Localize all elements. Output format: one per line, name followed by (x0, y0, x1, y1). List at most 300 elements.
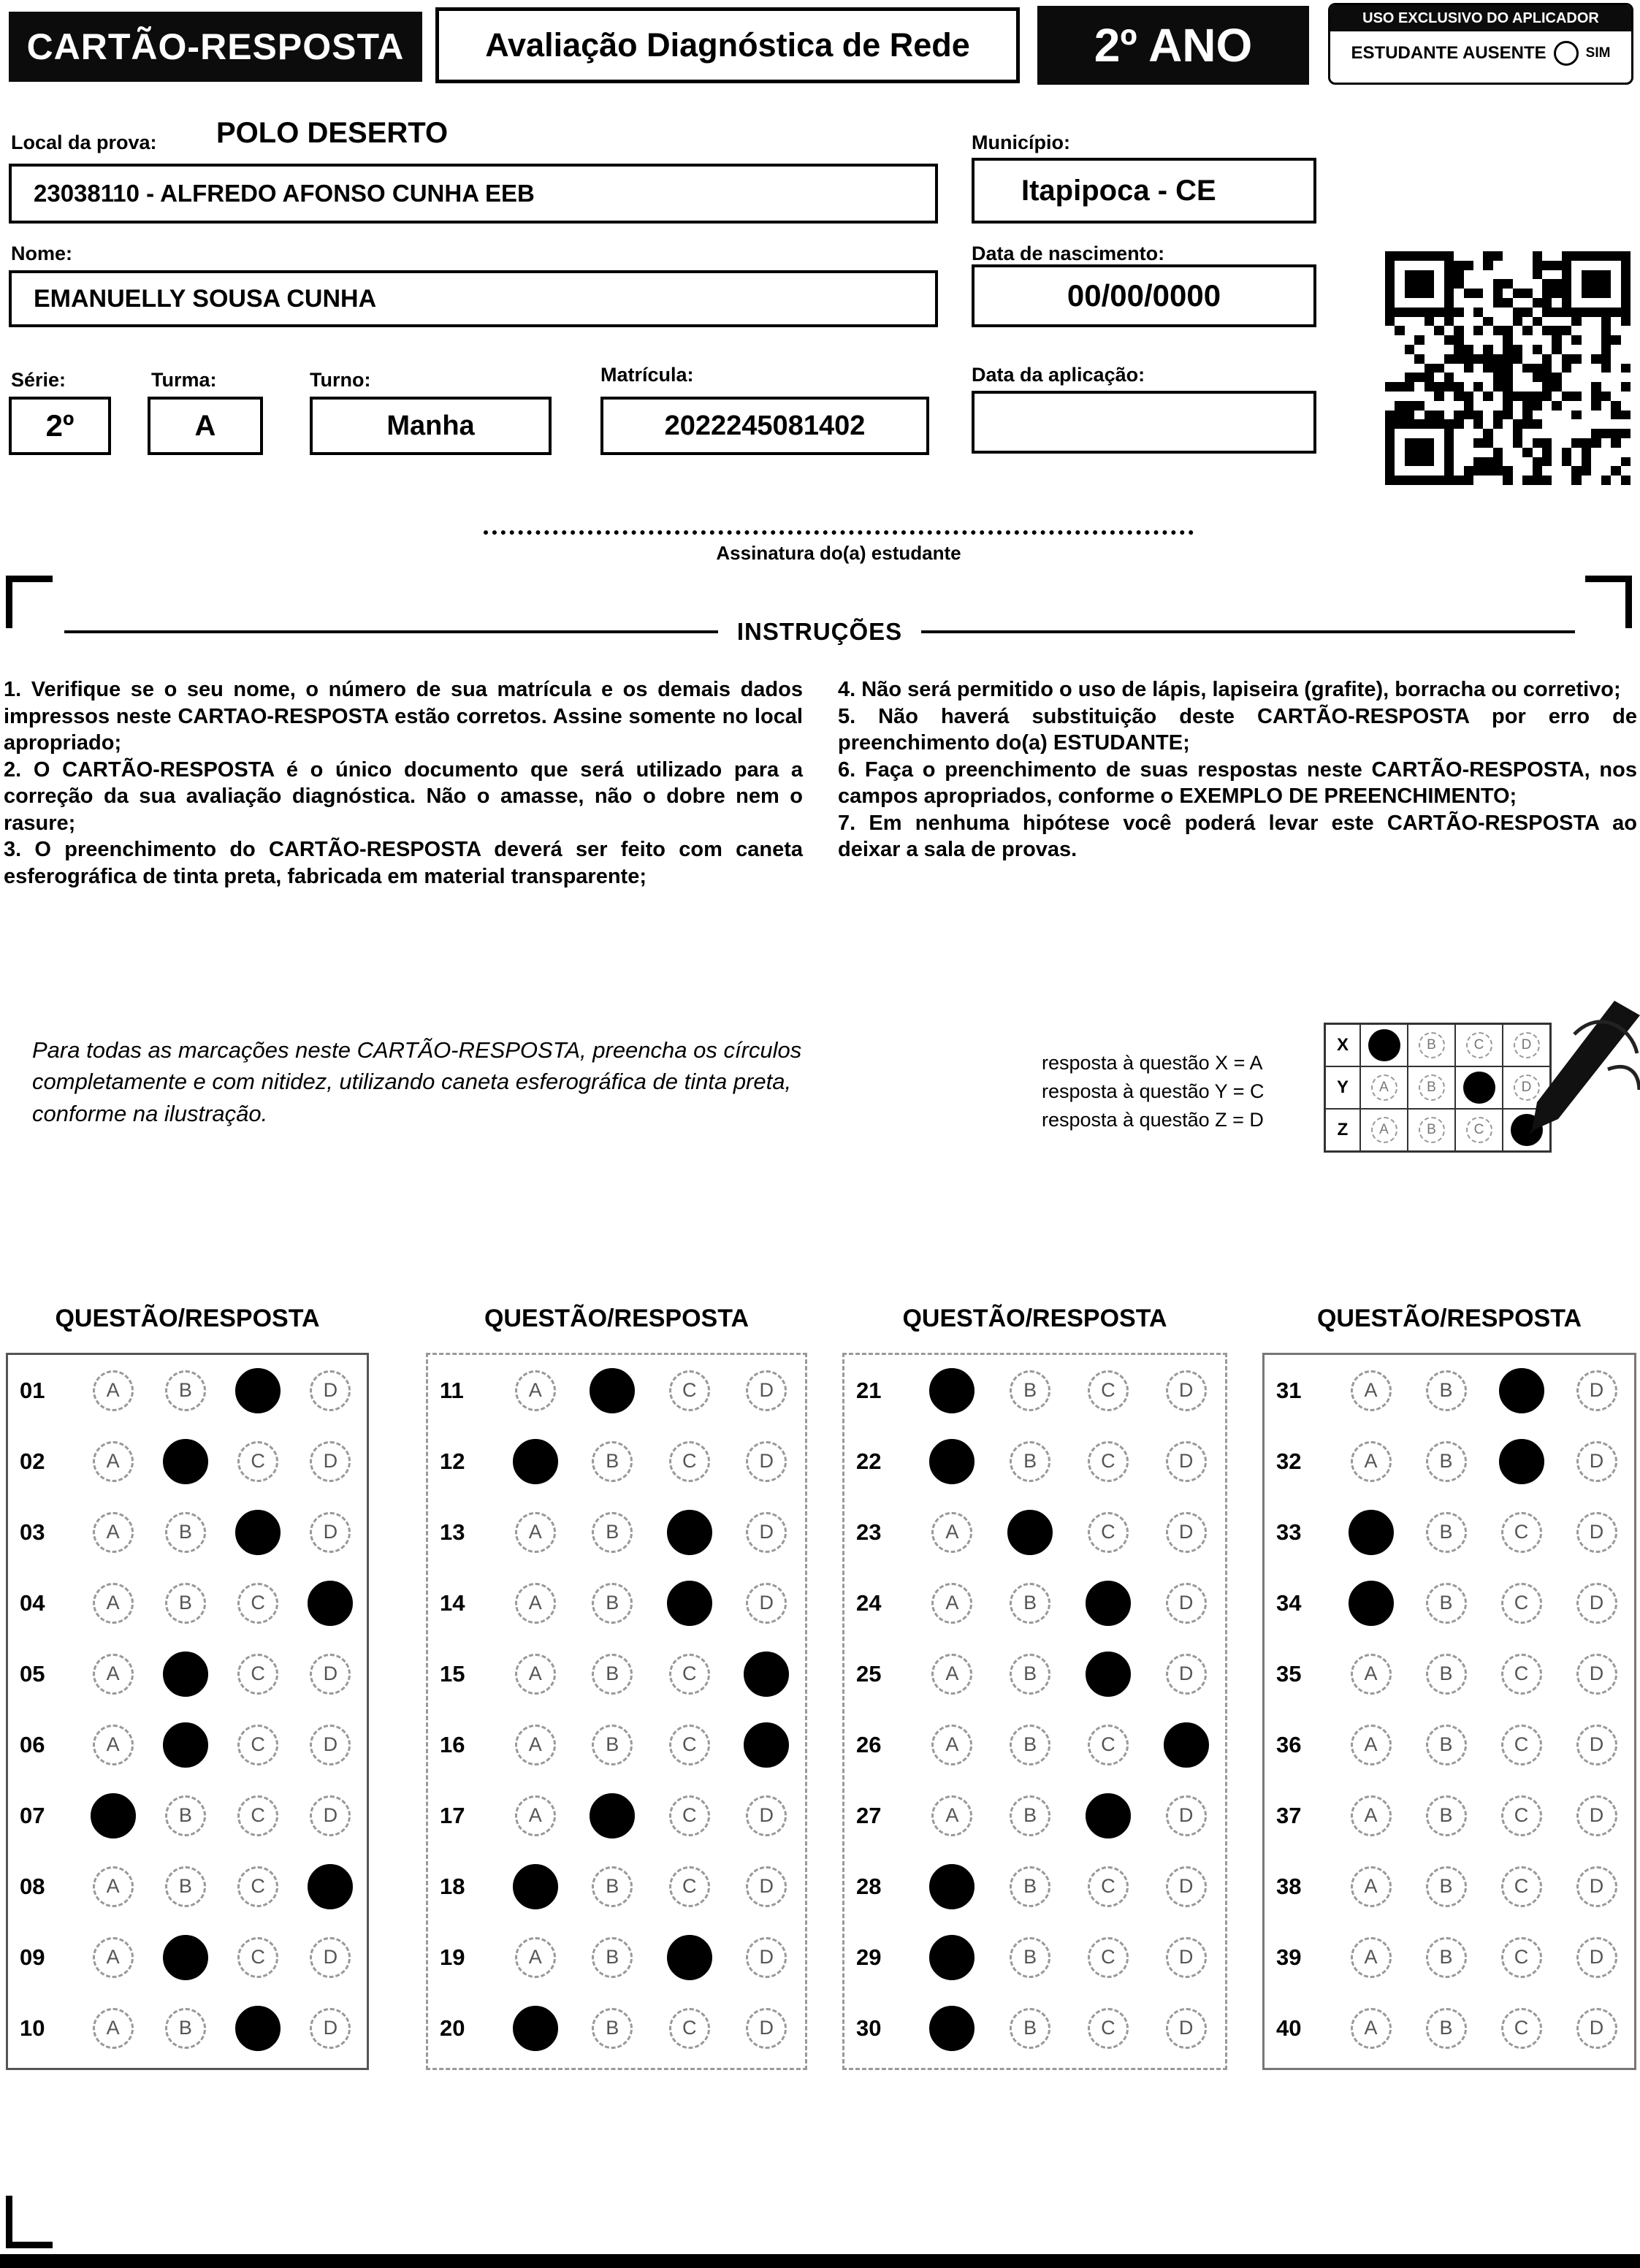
answer-bubble-c[interactable]: C (1501, 1583, 1542, 1624)
bubble-slot (222, 1583, 294, 1624)
bubble-slot (1069, 1370, 1148, 1411)
bubble-slot (149, 1866, 221, 1907)
answer-bubble-c[interactable] (1086, 1581, 1131, 1626)
answer-bubble-d[interactable]: D (1166, 1512, 1207, 1553)
answer-bubble-d[interactable]: D (746, 2008, 787, 2049)
answer-bubble-d[interactable]: D (1576, 1795, 1617, 1836)
example-row-label: Z (1326, 1110, 1359, 1150)
question-row (428, 1851, 805, 1922)
bubble-slot (77, 1512, 149, 1553)
question-number: 24 (856, 1589, 882, 1616)
answer-bubble-c[interactable] (667, 1581, 712, 1626)
example-cell (1408, 1110, 1454, 1150)
answer-bubble-a[interactable] (91, 1793, 136, 1839)
answer-bubble-a[interactable] (929, 2006, 975, 2051)
answer-bubble-c[interactable]: C (1088, 2008, 1129, 2049)
answer-bubble-c[interactable]: C (237, 1866, 278, 1907)
bubble-slot (149, 1935, 221, 1980)
bubble-slot (222, 1725, 294, 1765)
answer-bubble-c[interactable]: C (1088, 1512, 1129, 1553)
question-number: 08 (20, 1873, 45, 1899)
question-row (428, 1355, 805, 1426)
question-number: 39 (1276, 1944, 1302, 1970)
bubble-slot (1408, 1512, 1484, 1553)
answer-bubble-b[interactable] (163, 1652, 208, 1697)
answer-bubble-a[interactable]: A (1351, 1866, 1392, 1907)
answer-bubble-b[interactable]: B (1426, 1583, 1467, 1624)
bubble-slot (1484, 1368, 1559, 1413)
answer-bubble-c[interactable] (1086, 1652, 1131, 1697)
answer-bubble-a[interactable]: A (931, 1654, 972, 1695)
answer-bubble-d[interactable]: D (1576, 1654, 1617, 1695)
answer-bubble-a[interactable]: A (93, 1583, 134, 1624)
answer-bubble-a[interactable]: A (515, 1795, 556, 1836)
bubble-slot (1333, 1866, 1408, 1907)
absent-mark-circle[interactable] (1554, 41, 1579, 66)
bubble-slot (77, 1937, 149, 1978)
bubble-slot (1559, 1441, 1634, 1482)
answer-bubble-b[interactable]: B (592, 1654, 633, 1695)
answer-bubble-a[interactable]: A (93, 1370, 134, 1411)
bubble-slot (497, 1370, 574, 1411)
bubble-slot (222, 1368, 294, 1413)
example-bubble-a (1368, 1029, 1400, 1061)
question-number: 33 (1276, 1519, 1302, 1545)
question-row (1265, 1780, 1634, 1851)
answer-bubble-d[interactable]: D (1166, 1795, 1207, 1836)
answer-bubble-c[interactable]: C (237, 1583, 278, 1624)
answer-bubble-a[interactable]: A (93, 1937, 134, 1978)
answer-bubble-b[interactable]: B (1010, 2008, 1050, 2049)
answer-bubble-d[interactable]: D (746, 1866, 787, 1907)
answer-bubble-b[interactable]: B (592, 2008, 633, 2049)
answer-bubble-b[interactable]: B (1010, 1583, 1050, 1624)
answer-bubble-c[interactable]: C (1501, 1866, 1542, 1907)
bubble-slot (991, 1583, 1069, 1624)
answer-bubble-d[interactable]: D (1166, 1370, 1207, 1411)
example-legend-line: resposta à questão X = A (1042, 1052, 1263, 1074)
answer-bubble-a[interactable]: A (931, 1725, 972, 1765)
answer-bubble-a[interactable] (1349, 1581, 1394, 1626)
bubble-slot (651, 1510, 728, 1555)
question-row (8, 1568, 367, 1638)
bubble-slot (77, 1583, 149, 1624)
bubble-slot (913, 1864, 991, 1909)
bubble-slot (1559, 1512, 1634, 1553)
answer-bubble-c[interactable]: C (1088, 1725, 1129, 1765)
corner-bracket-bottom-left (6, 2196, 53, 2248)
answer-bubble-d[interactable]: D (746, 1512, 787, 1553)
answer-bubble-a[interactable]: A (1351, 1795, 1392, 1836)
answer-bubble-b[interactable]: B (592, 1512, 633, 1553)
question-number: 34 (1276, 1589, 1302, 1616)
bubble-slot (913, 1368, 991, 1413)
answer-bubble-c[interactable]: C (669, 1795, 710, 1836)
bubble-slot (294, 1654, 367, 1695)
question-number: 07 (20, 1802, 45, 1828)
answer-bubble-d[interactable]: D (310, 1937, 351, 1978)
answer-bubble-b[interactable]: B (592, 1937, 633, 1978)
answer-bubble-c[interactable]: C (1088, 1441, 1129, 1482)
answer-bubble-c[interactable] (235, 1510, 281, 1555)
bubble-slot (651, 2008, 728, 2049)
bubble-slot (1559, 1654, 1634, 1695)
example-bubble-d: D (1514, 1032, 1540, 1058)
answer-bubble-a[interactable] (929, 1864, 975, 1909)
answer-bubble-c[interactable]: C (237, 1441, 278, 1482)
answer-bubble-a[interactable]: A (1351, 2008, 1392, 2049)
question-row (8, 1780, 367, 1851)
question-number: 14 (440, 1589, 465, 1616)
bubble-slot (149, 1652, 221, 1697)
answer-bubble-c[interactable]: C (1088, 1866, 1129, 1907)
question-number: 03 (20, 1519, 45, 1545)
answer-bubble-b[interactable]: B (1426, 1795, 1467, 1836)
bubble-slot (1484, 1725, 1559, 1765)
answer-bubble-b[interactable]: B (1010, 1795, 1050, 1836)
answer-bubble-a[interactable]: A (515, 1725, 556, 1765)
answer-bubble-b[interactable]: B (1426, 1370, 1467, 1411)
answer-bubble-a[interactable]: A (515, 1512, 556, 1553)
question-number: 35 (1276, 1660, 1302, 1687)
answer-bubble-c[interactable] (1499, 1368, 1544, 1413)
question-number: 30 (856, 2015, 882, 2041)
bubble-slot (991, 1725, 1069, 1765)
bubble-slot (991, 1795, 1069, 1836)
bubble-slot (497, 1439, 574, 1484)
bubble-slot (728, 1795, 806, 1836)
answer-bubble-d[interactable]: D (310, 1512, 351, 1553)
bubble-slot (1069, 2008, 1148, 2049)
question-number: 10 (20, 2015, 45, 2041)
bubble-slot (222, 1866, 294, 1907)
answer-bubble-c[interactable]: C (237, 1725, 278, 1765)
answer-bubble-b[interactable] (163, 1722, 208, 1768)
instruction-item: 5. Não haverá substituição deste CARTÃO-RESPOSTA por erro de preenchimento do(a) ESTUDANTE; (838, 704, 1637, 755)
question-row (428, 1780, 805, 1851)
answer-bubble-a[interactable]: A (93, 1441, 134, 1482)
answer-bubble-a[interactable] (513, 1864, 558, 1909)
bubble-slot (913, 1795, 991, 1836)
name-label: Nome: (11, 243, 73, 264)
answer-bubble-d[interactable]: D (1166, 1441, 1207, 1482)
answer-bubble-b[interactable]: B (592, 1441, 633, 1482)
answer-bubble-c[interactable]: C (1501, 2008, 1542, 2049)
bubble-slot (1147, 1370, 1225, 1411)
bubble-slot (1559, 1583, 1634, 1624)
answer-bubble-b[interactable]: B (1426, 2008, 1467, 2049)
answer-bubble-a[interactable] (1349, 1510, 1394, 1555)
answer-bubble-b[interactable]: B (1426, 1654, 1467, 1695)
application-date-field (972, 391, 1316, 454)
bubble-slot (1408, 1937, 1484, 1978)
answer-bubble-a[interactable]: A (931, 1583, 972, 1624)
question-row (8, 1993, 367, 2063)
turno-label: Turno: (310, 369, 371, 391)
answer-bubble-d[interactable]: D (746, 1937, 787, 1978)
question-row (844, 1851, 1225, 1922)
bubble-slot (1408, 1725, 1484, 1765)
answer-bubble-d[interactable] (744, 1722, 789, 1768)
answer-bubble-a[interactable]: A (1351, 1937, 1392, 1978)
bubble-slot (651, 1581, 728, 1626)
answer-bubble-d[interactable] (308, 1581, 353, 1626)
answer-bubble-c[interactable] (235, 1368, 281, 1413)
answer-bubble-c[interactable]: C (237, 1937, 278, 1978)
answer-bubble-d[interactable]: D (1576, 1725, 1617, 1765)
answer-bubble-d[interactable]: D (746, 1370, 787, 1411)
example-bubble-d: D (1514, 1074, 1540, 1101)
bubble-slot (1069, 1866, 1148, 1907)
answer-bubble-b[interactable]: B (1010, 1654, 1050, 1695)
bubble-slot (651, 1370, 728, 1411)
answer-bubble-d[interactable]: D (1166, 1654, 1207, 1695)
question-number: 27 (856, 1802, 882, 1828)
question-number: 13 (440, 1519, 465, 1545)
answer-bubble-c[interactable]: C (669, 1725, 710, 1765)
answer-bubble-b[interactable]: B (1426, 1866, 1467, 1907)
bubble-slot (149, 1722, 221, 1768)
bubble-slot (574, 1654, 652, 1695)
question-number: 28 (856, 1873, 882, 1899)
bubble-slot (574, 1937, 652, 1978)
answer-bubble-d[interactable]: D (746, 1795, 787, 1836)
answer-bubble-a[interactable]: A (93, 1725, 134, 1765)
bubble-slot (1484, 1512, 1559, 1553)
answer-bubble-b[interactable]: B (165, 2008, 206, 2049)
bubble-slot (913, 1654, 991, 1695)
answer-bubble-b[interactable] (163, 1935, 208, 1980)
answer-bubble-d[interactable] (744, 1652, 789, 1697)
answer-bubble-c[interactable]: C (237, 1795, 278, 1836)
answers-header-1: QUESTÃO/RESPOSTA (55, 1305, 320, 1332)
answer-bubble-b[interactable]: B (1426, 1937, 1467, 1978)
bubble-slot (1147, 1512, 1225, 1553)
bubble-slot (222, 1510, 294, 1555)
answer-bubble-b[interactable]: B (165, 1866, 206, 1907)
answer-bubble-d[interactable]: D (746, 1441, 787, 1482)
bubble-slot (1147, 1583, 1225, 1624)
answer-bubble-c[interactable]: C (669, 1866, 710, 1907)
question-row (1265, 1355, 1634, 1426)
answer-bubble-a[interactable]: A (931, 1795, 972, 1836)
answer-bubble-a[interactable] (929, 1368, 975, 1413)
answer-bubble-b[interactable]: B (165, 1512, 206, 1553)
answer-bubble-c[interactable]: C (669, 2008, 710, 2049)
grade-badge: 2º ANO (1037, 6, 1309, 85)
answer-bubble-b[interactable]: B (1010, 1725, 1050, 1765)
bubble-slot (1333, 2008, 1408, 2049)
answer-bubble-a[interactable]: A (1351, 1441, 1392, 1482)
bubble-slot (1333, 1510, 1408, 1555)
answer-bubble-a[interactable]: A (1351, 1370, 1392, 1411)
answer-bubble-c[interactable]: C (669, 1441, 710, 1482)
applicator-box-title: USO EXCLUSIVO DO APLICADOR (1330, 5, 1631, 31)
question-number: 18 (440, 1873, 465, 1899)
question-row (428, 1993, 805, 2063)
example-cell (1408, 1067, 1454, 1108)
local-label: Local da prova: (11, 131, 157, 153)
answer-bubble-a[interactable] (513, 1439, 558, 1484)
instructions-header (64, 618, 1575, 646)
answer-bubble-d[interactable]: D (1166, 1583, 1207, 1624)
bubble-slot (1484, 1937, 1559, 1978)
bubble-slot (991, 2008, 1069, 2049)
bubble-slot (728, 1583, 806, 1624)
card-title: CARTÃO-RESPOSTA (9, 12, 422, 82)
answer-bubble-b[interactable]: B (1426, 1725, 1467, 1765)
bubble-slot (991, 1441, 1069, 1482)
answer-bubble-a[interactable]: A (515, 1583, 556, 1624)
answer-bubble-b[interactable]: B (592, 1583, 633, 1624)
bubble-slot (991, 1937, 1069, 1978)
bubble-slot (497, 1937, 574, 1978)
answer-bubble-b[interactable]: B (592, 1866, 633, 1907)
answer-bubble-b[interactable]: B (1426, 1512, 1467, 1553)
bubble-slot (651, 1725, 728, 1765)
bubble-slot (1484, 1654, 1559, 1695)
answer-bubble-d[interactable] (308, 1864, 353, 1909)
question-number: 23 (856, 1519, 882, 1545)
bubble-slot (1559, 2008, 1634, 2049)
question-row (8, 1638, 367, 1709)
question-row (844, 1780, 1225, 1851)
bubble-slot (1147, 1866, 1225, 1907)
answer-bubble-d[interactable] (1164, 1722, 1209, 1768)
answer-bubble-d[interactable]: D (1576, 1370, 1617, 1411)
instruction-item: 6. Faça o preenchimento de suas respostas neste CARTÃO-RESPOSTA, nos campos apropriados, conforme o EXEMPLO DE PREENCHIMENTO; (838, 757, 1637, 809)
answer-bubble-c[interactable]: C (1501, 1512, 1542, 1553)
bubble-slot (1333, 1654, 1408, 1695)
answer-bubble-d[interactable]: D (1576, 1937, 1617, 1978)
answer-bubble-a[interactable] (513, 2006, 558, 2051)
bubble-slot (1408, 1370, 1484, 1411)
answer-bubble-c[interactable] (667, 1510, 712, 1555)
answer-bubble-c[interactable]: C (669, 1370, 710, 1411)
answer-bubble-b[interactable]: B (165, 1583, 206, 1624)
answer-bubble-d[interactable]: D (746, 1583, 787, 1624)
bubble-slot (294, 2008, 367, 2049)
bubble-slot (728, 1937, 806, 1978)
answer-bubble-b[interactable]: B (1010, 1866, 1050, 1907)
answer-bubble-d[interactable]: D (1166, 2008, 1207, 2049)
question-row (428, 1426, 805, 1497)
instruction-item: 2. O CARTÃO-RESPOSTA é o único documento que será utilizado para a correção da sua avaliação diagnóstica. Não o amasse, não o dobre nem o rasure; (4, 757, 803, 835)
question-number: 02 (20, 1448, 45, 1474)
answer-bubble-d[interactable]: D (310, 1795, 351, 1836)
answer-bubble-a[interactable]: A (515, 1654, 556, 1695)
turma-field: A (148, 397, 263, 455)
bubble-slot (294, 1937, 367, 1978)
answer-bubble-d[interactable]: D (310, 1370, 351, 1411)
answer-bubble-b[interactable]: B (1426, 1441, 1467, 1482)
serie-label: Série: (11, 369, 66, 391)
bubble-slot (1069, 1512, 1148, 1553)
answer-bubble-d[interactable]: D (1576, 2008, 1617, 2049)
answer-bubble-a[interactable]: A (931, 1512, 972, 1553)
answer-bubble-c[interactable] (235, 2006, 281, 2051)
answer-bubble-c[interactable]: C (1501, 1937, 1542, 1978)
answer-bubble-c[interactable] (1499, 1439, 1544, 1484)
bubble-slot (222, 1937, 294, 1978)
example-cell (1361, 1067, 1407, 1108)
bubble-slot (574, 1866, 652, 1907)
answer-bubble-b[interactable]: B (592, 1725, 633, 1765)
answer-bubble-b[interactable]: B (1010, 1370, 1050, 1411)
bubble-slot (651, 1866, 728, 1907)
answer-bubble-a[interactable] (929, 1439, 975, 1484)
answer-bubble-b[interactable]: B (1010, 1937, 1050, 1978)
answer-bubble-d[interactable]: D (310, 1654, 351, 1695)
bubble-slot (1147, 1654, 1225, 1695)
birthdate-field: 00/00/0000 (972, 264, 1316, 327)
question-row (844, 1638, 1225, 1709)
answer-grid-1 (6, 1353, 369, 2070)
answer-bubble-c[interactable]: C (1088, 1370, 1129, 1411)
answer-bubble-a[interactable]: A (1351, 1725, 1392, 1765)
question-number: 09 (20, 1944, 45, 1970)
answer-bubble-b[interactable] (590, 1793, 635, 1839)
answer-bubble-b[interactable]: B (165, 1370, 206, 1411)
answer-bubble-c[interactable]: C (669, 1654, 710, 1695)
answer-bubble-a[interactable]: A (93, 1866, 134, 1907)
bubble-slot (913, 1725, 991, 1765)
bubble-slot (497, 1725, 574, 1765)
answer-bubble-a[interactable] (929, 1935, 975, 1980)
answer-bubble-a[interactable]: A (515, 1370, 556, 1411)
answer-bubble-b[interactable] (1007, 1510, 1053, 1555)
question-number: 12 (440, 1448, 465, 1474)
answer-bubble-a[interactable]: A (93, 1512, 134, 1553)
answer-bubble-c[interactable]: C (1501, 1795, 1542, 1836)
answer-bubble-b[interactable] (590, 1368, 635, 1413)
signature-line (484, 530, 1194, 535)
answer-bubble-c[interactable]: C (1088, 1937, 1129, 1978)
answer-bubble-a[interactable]: A (93, 1654, 134, 1695)
bubble-slot (294, 1725, 367, 1765)
answer-bubble-b[interactable]: B (1010, 1441, 1050, 1482)
answer-bubble-d[interactable]: D (1576, 1866, 1617, 1907)
question-row (8, 1709, 367, 1780)
answer-bubble-d[interactable]: D (1166, 1937, 1207, 1978)
bubble-slot (913, 1583, 991, 1624)
bubble-slot (728, 1722, 806, 1768)
bubble-slot (651, 1795, 728, 1836)
answer-bubble-d[interactable]: D (1166, 1866, 1207, 1907)
answer-bubble-d[interactable]: D (310, 1725, 351, 1765)
question-number: 11 (440, 1377, 464, 1403)
answer-bubble-d[interactable]: D (1576, 1512, 1617, 1553)
answer-bubble-c[interactable]: C (1501, 1725, 1542, 1765)
bubble-slot (222, 1654, 294, 1695)
answer-bubble-c[interactable]: C (1501, 1654, 1542, 1695)
answer-bubble-a[interactable]: A (93, 2008, 134, 2049)
answer-bubble-d[interactable]: D (1576, 1441, 1617, 1482)
answer-grid-4 (1262, 1353, 1636, 2070)
answer-bubble-a[interactable]: A (515, 1937, 556, 1978)
answer-bubble-a[interactable]: A (1351, 1654, 1392, 1695)
answer-bubble-c[interactable]: C (237, 1654, 278, 1695)
answer-bubble-c[interactable] (1086, 1793, 1131, 1839)
answer-bubble-b[interactable]: B (165, 1795, 206, 1836)
answer-bubble-d[interactable]: D (310, 2008, 351, 2049)
answer-bubble-b[interactable] (163, 1439, 208, 1484)
bubble-slot (1559, 1795, 1634, 1836)
answer-bubble-d[interactable]: D (1576, 1583, 1617, 1624)
answer-bubble-c[interactable] (667, 1935, 712, 1980)
answer-bubble-d[interactable]: D (310, 1441, 351, 1482)
bubble-slot (77, 1370, 149, 1411)
